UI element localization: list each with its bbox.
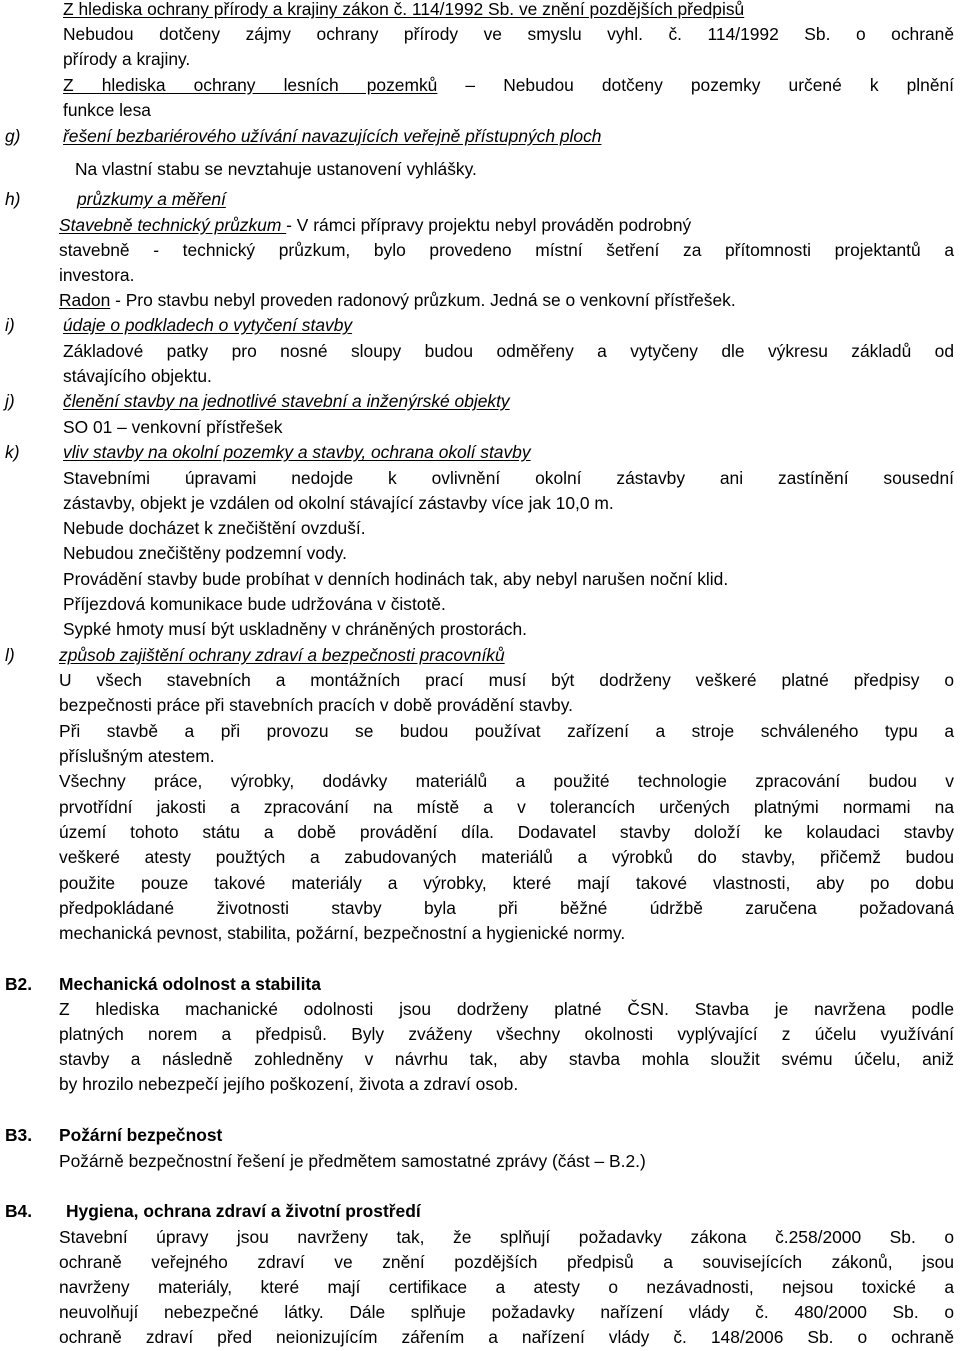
section-l-label: l) [5,645,15,665]
section-j-line-1: SO 01 – venkovní přístřešek [63,417,283,437]
section-g-line-1: Na vlastní stabu se nevztahuje ustanovení vyhlášky. [75,159,477,179]
section-l-line-11: mechanická pevnost, stabilita, požární, bezpečnostní a hygienické normy. [59,923,626,943]
section-h-line-3: investora. [59,265,135,285]
section-h-label: h) [5,189,21,209]
section-l-line-1: U všech stavebních a montážních prací musí být dodrženy veškeré platné předpisy o [59,670,954,690]
section-b2-line-1: Z hlediska machanické odolnosti jsou dodrženy platné ČSN. Stavba je navržena podle [59,999,954,1019]
section-b2-line-2: platných norem a předpisů. Byly zváženy všechny okolnosti vyplývající z účelu využívání [59,1024,954,1044]
section-k-line-1: Stavebními úpravami nedojde k ovlivnění okolní zástavby ani zastínění sousední [63,468,954,488]
section-b2-number: B2. [5,974,33,994]
section-g-label: g) [5,126,21,146]
section-k-line-4: Nebudou znečištěny podzemní vody. [63,543,347,563]
section-h-title: průzkumy a měření [77,189,226,209]
section-l-line-2: bezpečnosti práce při stavebních pracích v době provádění stavby. [59,695,573,715]
section-k-line-7: Sypké hmoty musí být uskladněny v chráněných prostorách. [63,619,527,639]
section-b3-number: B3. [5,1125,33,1145]
section-h-line-1-text: - V rámci přípravy projektu nebyl prováděn podrobný [286,215,692,235]
section-i-line-2: stávajícího objektu. [63,366,212,386]
section-g-title: řešení bezbariérového užívání navazujících veřejně přístupných ploch [63,126,602,146]
intro-line-1: Z hlediska ochrany přírody a krajiny zákon č. 114/1992 Sb. ve znění pozdějších předpisů [63,0,745,19]
section-k-line-2: zástavby, objekt je vzdálen od okolní stávající zástavby více jak 10,0 m. [63,493,614,513]
section-l-line-6: prvotřídní jakosti a zpracování na místě a v tolerancích určených platnými normami na [59,797,954,817]
intro-line-4-text: – Nebudou dotčeny pozemky určené k plnění [437,75,954,95]
section-i-line-1: Základové patky pro nosné sloupy budou odměřeny a vytyčeny dle výkresu základů od [63,341,954,361]
section-k-line-6: Příjezdová komunikace bude udržována v čistotě. [63,594,446,614]
forest-heading: Z hlediska ochrany lesních pozemků [63,75,438,95]
section-l-line-5: Všechny práce, výrobky, dodávky materiálů a použité technologie zpracování budou v [59,771,954,791]
section-l-line-9: použite pouze takové materiály a výrobky, které mají takové vlastnosti, aby po dobu [59,873,954,893]
section-b4-line-5: ochraně zdraví před neionizujícím zářením a nařízení vlády č. 148/2006 Sb. o ochraně [59,1327,954,1347]
section-l-line-4: příslušným atestem. [59,746,215,766]
intro-line-5: funkce lesa [63,100,151,120]
section-b4-line-1: Stavební úpravy jsou navrženy tak, že splňují požadavky zákona č.258/2000 Sb. o [59,1227,954,1247]
section-l-line-7: území tohoto státu a době provádění díla. Dodavatel stavby doloží ke kolaudaci stavby [59,822,954,842]
section-i-label: i) [5,315,15,335]
section-b4-line-2: ochraně veřejného zdraví ve znění pozdějších předpisů a souvisejících zákonů, jsou [59,1252,954,1272]
section-b4-line-3: navrženy materiály, které mají certifikace a atesty o nezávadnosti, nejsou toxické a [59,1277,954,1297]
section-b4-title: Hygiena, ochrana zdraví a životní prostředí [66,1201,421,1221]
section-k-line-3: Nebude docházet k znečištění ovzduší. [63,518,366,538]
survey-subheading: Stavebně technický průzkum [59,215,287,235]
section-b3-line-1: Požárně bezpečnostní řešení je předmětem samostatné zprávy (část – B.2.) [59,1151,646,1171]
section-j-label: j) [5,391,15,411]
section-h-line-2: stavebně - technický průzkum, bylo provedeno místní šetření za přítomnosti projektantů a [59,240,954,260]
section-b2-title: Mechanická odolnost a stabilita [59,974,321,994]
intro-line-3: přírody a krajiny. [63,49,191,69]
section-b2-line-3: stavby a následně zohledněny v návrhu tak, aby stavba mohla sloužit svému účelu, aniž [59,1049,954,1069]
section-k-line-5: Provádění stavby bude probíhat v denních hodinách tak, aby nebyl narušen noční klid. [63,569,729,589]
section-h-line-4 [59,288,736,313]
radon-subheading: Radon [59,290,111,310]
section-b3-title: Požární bezpečnost [59,1125,223,1145]
section-k-title: vliv stavby na okolní pozemky a stavby, ochrana okolí stavby [63,442,531,462]
intro-line-4 [63,73,954,98]
section-l-line-3: Při stavbě a při provozu se budou používat zařízení a stroje schváleného typu a [59,721,954,741]
section-b2-line-4: by hrozilo nebezpečí jejího poškození, života a zdraví osob. [59,1074,519,1094]
section-j-title: členění stavby na jednotlivé stavební a inženýrské objekty [63,391,510,411]
section-k-label: k) [5,442,20,462]
section-l-title: způsob zajištění ochrany zdraví a bezpečnosti pracovníků [59,645,505,665]
intro-line-2: Nebudou dotčeny zájmy ochrany přírody ve smyslu vyhl. č. 114/1992 Sb. o ochraně [63,24,954,44]
section-i-title: údaje o podkladech o vytyčení stavby [63,315,353,335]
section-b4-number: B4. [5,1201,33,1221]
section-b4-line-4: neuvolňují nebezpečné látky. Dále splňuje požadavky nařízení vlády č. 480/2000 Sb. o [59,1302,954,1322]
section-h-line-4-text: - Pro stavbu nebyl proveden radonový průzkum. Jedná se o venkovní přístřešek. [110,290,736,310]
section-l-line-10: předpokládané životnosti stavby byla při běžné údržbě zaručena požadovaná [59,898,954,918]
section-l-line-8: veškeré atesty použtých a zabudovaných materiálů a výrobků do stavby, přičemž budou [59,847,954,867]
section-h-line-1 [59,213,691,238]
